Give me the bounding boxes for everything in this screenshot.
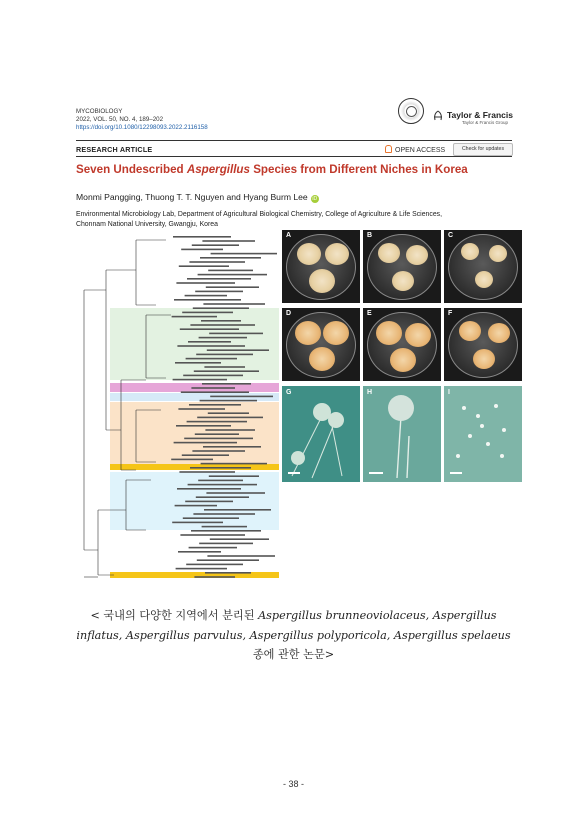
taxon-label-line [198, 274, 267, 276]
taxon-label-line [202, 240, 255, 242]
title-pre: Seven Undescribed [76, 163, 187, 176]
taxon-label-line [202, 526, 247, 528]
journal-info [76, 108, 208, 132]
taxon-label-line [173, 236, 231, 238]
taxon-label-line [174, 299, 241, 301]
authors-text: Monmi Pangging, Thuong T. T. Nguyen and Hyang Burm Lee [76, 192, 308, 202]
taxon-label-line [191, 530, 261, 532]
taxon-label-line [200, 257, 261, 259]
culture-plate-d [282, 308, 360, 381]
panel-label: E [367, 310, 372, 317]
taxon-label-line [192, 244, 239, 246]
open-access-label [385, 145, 445, 154]
journal-name: MYCOBIOLOGY [76, 108, 123, 115]
taxon-label-line [200, 400, 257, 402]
micrograph-i [444, 386, 522, 482]
taxon-label-line [189, 547, 237, 549]
culture-plate-e [363, 308, 441, 381]
taxon-label-line [179, 265, 229, 267]
taxon-label-line [193, 307, 249, 309]
taylor-francis-logo-icon [432, 110, 444, 122]
taxon-label-line [174, 442, 237, 444]
taxon-label-line [187, 278, 251, 280]
caption-l1-italic: Aspergillus brunneoviolaceus, Aspergillus [258, 609, 497, 622]
taxon-label-line [186, 358, 237, 360]
taxon-label-line [171, 459, 213, 461]
culture-plate-c [444, 230, 522, 303]
micrograph-h [363, 386, 441, 482]
taxon-label-line [197, 417, 263, 419]
taxon-label-line [198, 480, 243, 482]
taxon-label-line [201, 320, 241, 322]
figure-photos [282, 230, 522, 482]
taxon-label-line [196, 496, 249, 498]
panel-label: D [286, 310, 292, 317]
taxon-label-line [184, 438, 253, 440]
open-access-text: OPEN ACCESS [395, 147, 446, 154]
journal-volume: 2022, VOL. 50, NO. 4, 189–202 [76, 116, 164, 123]
conidia-drawing [444, 386, 522, 482]
taxon-label-line [194, 370, 259, 372]
taxon-label-line [176, 282, 235, 284]
taxon-label-line [172, 522, 223, 524]
taxon-label-line [209, 333, 263, 335]
taxon-label-line [177, 345, 245, 347]
taxon-label-line [205, 572, 251, 574]
micrograph-g [282, 386, 360, 482]
culture-plate-a [282, 230, 360, 303]
taxon-label-line [199, 337, 247, 339]
panel-label: B [367, 232, 373, 239]
taxon-label-line [206, 286, 259, 288]
taxon-label-line [190, 467, 251, 469]
taxon-label-line [190, 324, 255, 326]
taxon-label-line [175, 505, 217, 507]
caption-line3: 종에 관한 논문> [252, 648, 335, 661]
taxon-label-line [175, 362, 221, 364]
panel-label: C [448, 232, 454, 239]
taxon-label-line [188, 341, 231, 343]
title-post: Species from Different Niches in Korea [249, 163, 468, 176]
taxon-label-line [180, 534, 245, 536]
taxon-label-line [201, 463, 267, 465]
figure-caption [40, 606, 547, 665]
panel-label: I [448, 389, 450, 396]
taxon-label-line [178, 408, 225, 410]
taxon-label-line [177, 488, 241, 490]
taxon-label-line [199, 543, 253, 545]
authors [76, 192, 319, 203]
panel-label: G [286, 389, 292, 396]
taxon-label-line [181, 391, 249, 393]
caption-line1 [40, 606, 547, 626]
scale-bar [369, 472, 383, 474]
taxon-label-line [180, 328, 239, 330]
article-type: RESEARCH ARTICLE [76, 145, 153, 154]
taxon-label-line [189, 404, 241, 406]
taxon-label-line [185, 295, 227, 297]
caption-line2 [40, 626, 547, 646]
taxon-label-line [178, 551, 221, 553]
taxon-label-line [208, 270, 253, 272]
taxon-label-line [189, 261, 245, 263]
header-rule [76, 140, 512, 141]
taxon-label-line [203, 446, 261, 448]
taxon-label-line [206, 492, 265, 494]
publisher-name: Taylor & Francis [447, 110, 513, 120]
taxon-label-line [185, 501, 233, 503]
taxon-label-line [191, 387, 235, 389]
taxon-label-line [176, 568, 227, 570]
culture-plate-b [363, 230, 441, 303]
affiliation-line2: Chonnam National University, Gwangju, Korea [76, 220, 218, 228]
affiliation-line1: Environmental Microbiology Lab, Department of Agricultural Biological Chemistry, College of Agriculture & Life Sciences, [76, 211, 443, 218]
taxon-label-line [197, 559, 259, 561]
taxon-label-line [182, 312, 233, 314]
taxon-label-line [207, 349, 269, 351]
taxon-label-line [204, 366, 245, 368]
taxon-label-line [196, 354, 253, 356]
orcid-icon[interactable]: iD [312, 196, 318, 202]
tree-branches [76, 230, 279, 582]
taxon-label-line [193, 513, 255, 515]
panel-label: A [286, 232, 292, 239]
panel-label: H [367, 389, 373, 396]
taxon-label-line [173, 379, 227, 381]
taxon-label-line [210, 396, 273, 398]
taxon-label-line [211, 253, 277, 255]
taxon-label-line [204, 509, 271, 511]
taxon-label-line [182, 454, 229, 456]
taxon-label-line [210, 538, 269, 540]
taxon-label-line [181, 249, 223, 251]
conidiophore-drawing [282, 386, 360, 482]
figure [76, 230, 522, 582]
title-italic: Aspergillus [186, 163, 250, 176]
affiliation [76, 210, 516, 229]
open-lock-icon [385, 145, 392, 153]
scale-bar [288, 472, 300, 474]
caption-l2-italic: inflatus, Aspergillus parvulus, Aspergillus polyporicola, Aspergillus spelaeus [76, 628, 511, 642]
taxon-label-line [183, 517, 239, 519]
taxon-label-line [208, 412, 249, 414]
conidiophore-drawing [363, 386, 441, 482]
publisher-sub: Taylor & Francis Group [462, 120, 509, 125]
caption-l1-text: < 국내의 다양한 지역에서 분리된 [90, 609, 259, 622]
taxon-label-line [192, 450, 245, 452]
doi-link[interactable]: https://doi.org/10.1080/12298093.2022.2116158 [76, 124, 208, 131]
check-updates-button[interactable]: Check for updates [453, 143, 513, 156]
taxon-label-line [187, 421, 247, 423]
taxon-label-line [203, 303, 265, 305]
panel-label: F [448, 310, 453, 317]
taxon-label-line [194, 576, 235, 578]
scale-bar [450, 472, 462, 474]
taxon-label-line [183, 375, 243, 377]
taxon-label-line [176, 425, 231, 427]
culture-plate-f [444, 308, 522, 381]
phylogenetic-tree [76, 230, 279, 582]
taxon-label-line [195, 291, 243, 293]
taxon-label-line [202, 383, 251, 385]
taxon-label-line [172, 316, 217, 318]
taxon-label-line [205, 429, 255, 431]
taxon-label-line [209, 475, 259, 477]
header-rule-bottom [76, 156, 512, 157]
article-title [76, 163, 468, 176]
taxon-label-line [186, 564, 243, 566]
taxon-label-line [179, 471, 235, 473]
taxon-label-line [188, 484, 257, 486]
page-number: - 38 - [282, 779, 304, 789]
taxon-label-line [195, 433, 239, 435]
university-seal-icon [398, 98, 424, 124]
taxon-label-line [207, 555, 275, 557]
